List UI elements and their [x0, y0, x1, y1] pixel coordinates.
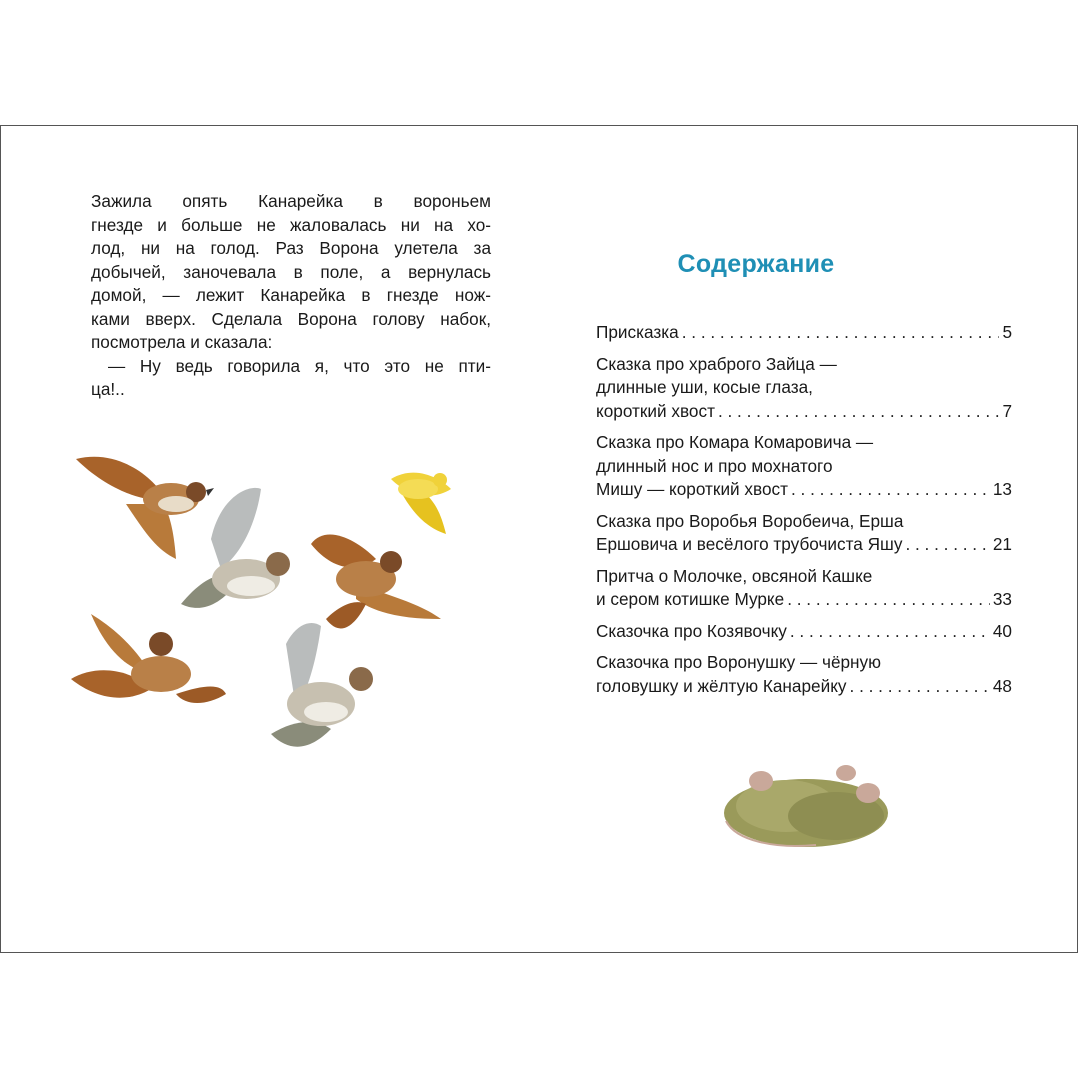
- toc-row: [596, 478, 1012, 502]
- sparrow-brown-3: [71, 614, 226, 703]
- toc-row: [596, 620, 1012, 644]
- toc-entry-title: длинный нос и про мохнатого: [596, 455, 833, 476]
- toc-entry[interactable]: [596, 321, 1012, 345]
- toc-entry-title: Мишу — короткий хвост: [596, 479, 788, 499]
- toc-row: [596, 533, 1012, 557]
- toc-entry-title: головушку и жёлтую Канарейку: [596, 675, 847, 696]
- toc-leader-dots: [718, 400, 1000, 424]
- sparrow-grey-2: [271, 623, 373, 747]
- toc-page-number: 33: [992, 589, 1012, 609]
- toc-row: [596, 376, 1012, 400]
- toc-row: [596, 431, 1012, 455]
- canary: [391, 473, 451, 534]
- toc-row: [596, 510, 1012, 534]
- toc-row: [596, 565, 1012, 589]
- toc-entry-title: Ершовича и весёлого трубочиста Яшу: [596, 534, 903, 554]
- toc-entry-title: Притча о Молочке, овсяной Кашке: [596, 565, 873, 586]
- toc-row: [596, 675, 1012, 699]
- story-line: лод, ни на голод. Раз Ворона улетела за: [91, 238, 491, 258]
- toc-row: [596, 455, 1012, 479]
- story-line: посмотрела и сказала:: [91, 332, 273, 352]
- toc-leader-dots: [791, 478, 990, 502]
- story-line: — Ну ведь говорила я, что это не пти-: [108, 355, 491, 376]
- toc-leader-dots: [787, 588, 990, 612]
- toc-entry[interactable]: [596, 565, 1012, 612]
- toc-entry[interactable]: [596, 431, 1012, 502]
- story-line: добычей, заночевала в поле, а вернулась: [91, 261, 491, 282]
- story-line: Зажила опять Канарейка в вороньем: [91, 191, 491, 211]
- sparrow-brown-1: [76, 457, 214, 559]
- sparrow-brown-2: [311, 535, 441, 629]
- toc-page-number: 21: [992, 534, 1012, 554]
- sleeping-mice-illustration: [716, 751, 896, 851]
- toc-row: [596, 321, 1012, 345]
- toc-leader-dots: [790, 620, 990, 644]
- toc-page-number: 13: [992, 479, 1012, 499]
- story-line: гнезде и больше не жаловалась ни на хо-: [91, 214, 491, 235]
- toc-leader-dots: [682, 321, 1000, 345]
- toc-entry-title: длинные уши, косые глаза,: [596, 377, 813, 397]
- story-line: ками вверх. Сделала Ворона голову набок,: [91, 308, 491, 329]
- story-line: домой, — лежит Канарейка в гнезде нож-: [91, 285, 491, 305]
- toc-page-number: 5: [1002, 322, 1012, 342]
- sparrow-grey-1: [181, 488, 290, 608]
- book-spread: [0, 125, 1078, 953]
- toc-entry-title: короткий хвост: [596, 400, 715, 421]
- toc-leader-dots: [905, 533, 989, 557]
- toc-entry-title: Присказка: [596, 322, 679, 342]
- toc-page-number: 48: [992, 675, 1012, 696]
- toc-entry-title: и сером котишке Мурке: [596, 589, 785, 609]
- table-of-contents: [596, 321, 1012, 706]
- story-line: ца!..: [91, 379, 125, 399]
- toc-row: [596, 651, 1012, 675]
- toc-entry-title: Сказочка про Козявочку: [596, 620, 787, 641]
- toc-page-number: 7: [1002, 400, 1012, 421]
- story-text: [91, 190, 491, 402]
- toc-title: Содержание: [677, 250, 835, 278]
- toc-row: [596, 400, 1012, 424]
- toc-entry-title: Сказка про Воробья Воробеича, Ерша: [596, 510, 904, 531]
- toc-entry[interactable]: [596, 353, 1012, 424]
- toc-leader-dots: [850, 675, 990, 699]
- flying-birds-illustration: [56, 444, 456, 764]
- toc-page-number: 40: [992, 620, 1012, 641]
- toc-entry-title: Сказка про Комара Комаровича —: [596, 432, 874, 452]
- toc-entry-title: Сказка про храброго Зайца —: [596, 353, 837, 374]
- toc-entry[interactable]: [596, 651, 1012, 698]
- toc-entry[interactable]: [596, 510, 1012, 557]
- toc-entry-title: Сказочка про Воронушку — чёрную: [596, 652, 882, 672]
- toc-row: [596, 588, 1012, 612]
- toc-entry[interactable]: [596, 620, 1012, 644]
- toc-row: [596, 353, 1012, 377]
